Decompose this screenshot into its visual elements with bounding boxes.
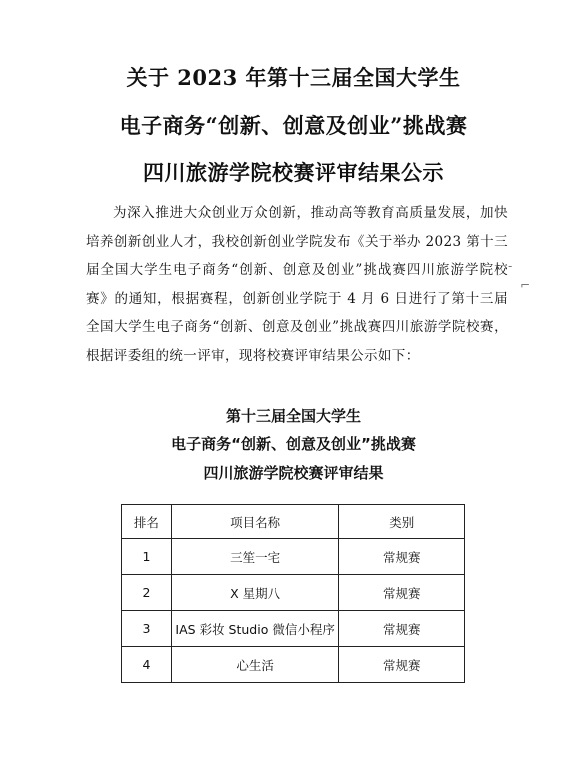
results-table xyxy=(121,504,465,683)
cell-category: 常规赛 xyxy=(339,539,465,575)
subtitle-line-1: 第十三届全国大学生 xyxy=(225,407,361,425)
table-header-row xyxy=(122,505,465,539)
title-line-3: 四川旅游学院校赛评审结果公示 xyxy=(143,160,444,185)
cell-category: 常规赛 xyxy=(339,575,465,611)
title-line-2: 电子商务“创新、创意及创业”挑战赛 xyxy=(119,113,468,138)
cell-rank: 4 xyxy=(122,647,172,683)
header-rank: 排名 xyxy=(122,505,172,539)
cell-category: 常规赛 xyxy=(339,611,465,647)
title-line-1: 关于 2023 年第十三届全国大学生 xyxy=(126,65,461,90)
subtitle-line-2: 电子商务“创新、创意及创业”挑战赛 xyxy=(171,435,416,453)
table-row xyxy=(122,539,465,575)
pen-mark: ‑ xyxy=(508,259,513,273)
cell-project-name: 三笙一宅 xyxy=(171,539,339,575)
cell-project-name: IAS 彩妆 Studio 微信小程序 xyxy=(171,611,339,647)
body-paragraph: 为深入推进大众创业万众创新，推动高等教育高质量发展，加快培养创新创业人才，我校创新创业学院发布《关于举办 2023 第十三届全国大学生电子商务“创新、创意及创业”挑战赛四川旅游学院校赛》的通知，根据赛程，创新创业学院于 4 月 6 日进行了第十三届全国大学生电子商务“创新、创意及创业”挑战赛四川旅游学院校赛，根据评委组的统一评审，现将校赛评审结果公示如下： xyxy=(86,205,508,364)
cell-rank: 3 xyxy=(122,611,172,647)
header-project-name: 项目名称 xyxy=(171,505,339,539)
table-row xyxy=(122,611,465,647)
subtitle-line-3: 四川旅游学院校赛评审结果 xyxy=(203,464,384,482)
cell-category: 常规赛 xyxy=(339,647,465,683)
cell-project-name: X 星期八 xyxy=(171,575,339,611)
cell-project-name: 心生活 xyxy=(171,647,339,683)
cell-rank: 2 xyxy=(122,575,172,611)
table-row xyxy=(122,575,465,611)
pen-mark: ⌐ xyxy=(520,278,531,292)
header-category: 类别 xyxy=(339,505,465,539)
cell-rank: 1 xyxy=(122,539,172,575)
table-row xyxy=(122,647,465,683)
